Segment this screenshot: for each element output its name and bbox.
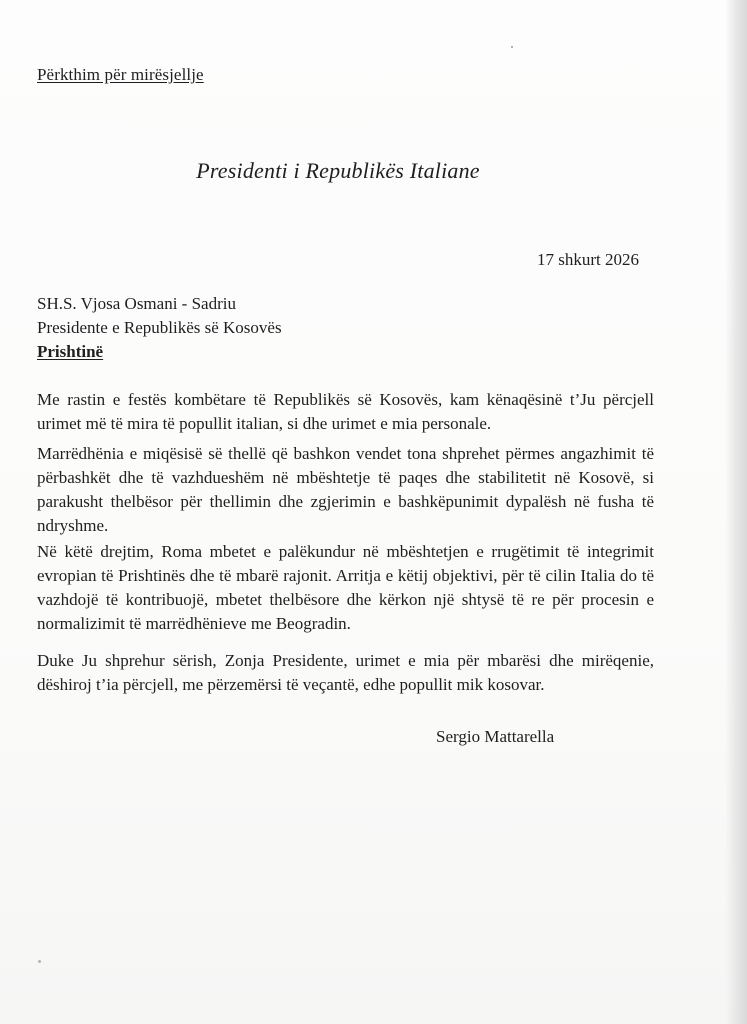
- page-edge-shadow: [725, 0, 747, 1024]
- signature-name: Sergio Mattarella: [436, 727, 555, 746]
- recipient-name: SH.S. Vjosa Osmani - Sadriu: [37, 294, 236, 313]
- paper-speck: [38, 960, 41, 963]
- paragraph-friendship: Marrëdhënia e miqësisë së thellë që bashkon vendet tona shprehet përmes angazhimit të përbashkët dhe të vazhdueshëm në mbështetje të paqes dhe stabilitetit në Kosovë, si parakusht thelbësor për thellimin dhe zgjerimin e bashkëpunimit dypalësh në fusha të ndryshme.: [37, 444, 654, 535]
- letter-heading: Presidenti i Republikës Italiane: [196, 158, 480, 183]
- paper-speck: [511, 46, 513, 48]
- recipient-block: [37, 292, 282, 364]
- paragraph-integration: Në këtë drejtim, Roma mbetet e palëkundur në mbështetjen e rrugëtimit të integrimit evropian të Prishtinës dhe të mbarë rajonit. Arritja e këtij objektivi, për të cilin Italia do të vazhdojë të kontribuojë, mbetet thelbësore dhe kërkon një shtysë të re për procesin e normalizimit të marrëdhënieve me Beogradin.: [37, 542, 654, 633]
- paragraph-greeting: Me rastin e festës kombëtare të Republikës së Kosovës, kam kënaqësinë t’Ju përcjell urimet më të mira të popullit italian, si dhe urimet e mia personale.: [37, 390, 654, 433]
- recipient-city: Prishtinë: [37, 342, 104, 361]
- translation-note: Përkthim për mirësjellje: [37, 65, 204, 84]
- paragraph-closing: Duke Ju shprehur sërish, Zonja Presidente, urimet e mia për mbarësi dhe mirëqenie, dëshiroj t’ia përcjell, me përzemërsi të veçantë, edhe popullit mik kosovar.: [37, 651, 654, 694]
- recipient-title: Presidente e Republikës së Kosovës: [37, 318, 282, 337]
- letter-date: 17 shkurt 2026: [537, 250, 639, 269]
